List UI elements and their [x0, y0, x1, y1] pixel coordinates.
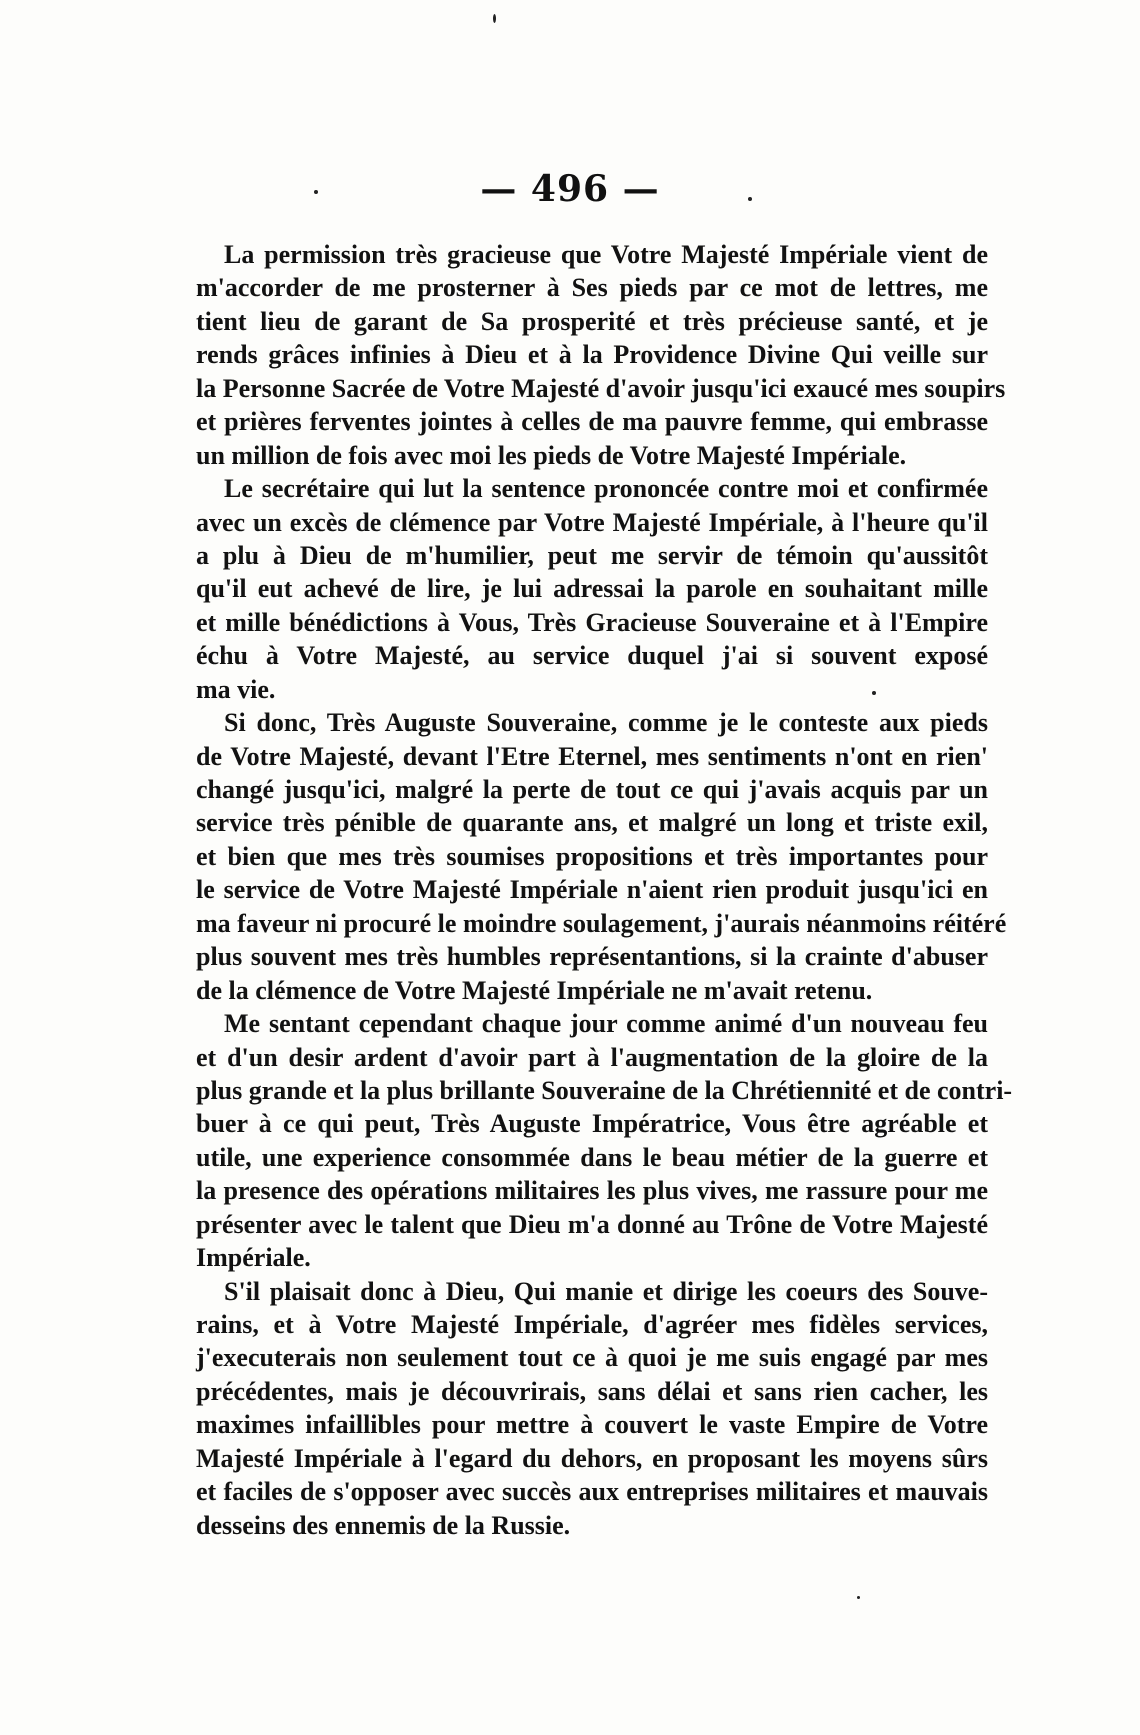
text-line: et prières ferventes jointes à celles de ma pauvre femme, qui embrasse	[196, 407, 988, 437]
text-line: rends grâces infinies à Dieu et à la Providence Divine Qui veille sur	[196, 340, 988, 370]
text-line: desseins des ennemis de la Russie.	[196, 1510, 571, 1540]
text-line: présenter avec le talent que Dieu m'a donné au Trône de Votre Majesté	[196, 1209, 988, 1239]
text-line: j'executerais non seulement tout ce à quoi je me suis engagé par mes	[196, 1343, 988, 1373]
text-line: Majesté Impériale à l'egard du dehors, en proposant les moyens sûrs	[196, 1443, 988, 1473]
text-line: ma faveur ni procuré le moindre soulagement, j'aurais néanmoins réitéré	[196, 908, 1007, 938]
text-line: et faciles de s'opposer avec succès aux entreprises militaires et mauvais	[196, 1477, 988, 1507]
text-line: service très pénible de quarante ans, et malgré un long et triste exil,	[196, 808, 988, 838]
text-line: ma vie.	[196, 674, 276, 704]
print-speck	[314, 190, 318, 194]
text-line: maximes infaillibles pour mettre à couvert le vaste Empire de Votre	[196, 1410, 988, 1440]
print-speck	[748, 197, 752, 201]
text-line: de Votre Majesté, devant l'Etre Eternel, mes sentiments n'ont en rien'	[196, 741, 988, 771]
text-line: plus souvent mes très humbles représentantions, si la crainte d'abuser	[196, 942, 988, 972]
text-line: a plu à Dieu de m'humilier, peut me servir de témoin qu'aussitôt	[196, 540, 988, 570]
text-line: tient lieu de garant de Sa prosperité et très précieuse santé, et je	[196, 306, 988, 336]
text-line: buer à ce qui peut, Très Auguste Impératrice, Vous être agréable et	[196, 1109, 988, 1139]
text-line: et mille bénédictions à Vous, Très Gracieuse Souveraine et à l'Empire	[196, 607, 988, 637]
text-line: de la clémence de Votre Majesté Impériale ne m'avait retenu.	[196, 975, 873, 1005]
text-line: le service de Votre Majesté Impériale n'aient rien produit jusqu'ici en	[196, 875, 988, 905]
text-line: la Personne Sacrée de Votre Majesté d'avoir jusqu'ici exaucé mes soupirs	[196, 373, 1006, 403]
text-line: utile, une experience consommée dans le beau métier de la guerre et	[196, 1142, 988, 1172]
text-line: Me sentant cependant chaque jour comme animé d'un nouveau feu	[224, 1009, 988, 1039]
text-line: un million de fois avec moi les pieds de Votre Majesté Impériale.	[196, 440, 907, 470]
text-line: Impériale.	[196, 1243, 311, 1273]
text-line: la presence des opérations militaires les plus vives, me rassure pour me	[196, 1176, 988, 1206]
print-speck	[857, 1596, 860, 1599]
print-speck	[493, 14, 496, 23]
text-line: changé jusqu'ici, malgré la perte de tout ce qui j'avais acquis par un	[196, 775, 988, 804]
page-number: — 496 —	[480, 168, 660, 210]
body-text	[196, 238, 1013, 1542]
text-line: qu'il eut achevé de lire, je lui adressai la parole en souhaitant mille	[196, 574, 988, 604]
text-line: plus grande et la plus brillante Souveraine de la Chrétiennité et de contri-	[196, 1075, 1013, 1105]
text-line: et d'un desir ardent d'avoir part à l'augmentation de la gloire de la	[196, 1042, 988, 1072]
text-line: échu à Votre Majesté, au service duquel j'ai si souvent exposé	[196, 641, 988, 671]
text-line: avec un excès de clémence par Votre Majesté Impériale, à l'heure qu'il	[196, 507, 988, 537]
print-speck	[872, 691, 876, 695]
text-line: Le secrétaire qui lut la sentence prononcée contre moi et confirmée	[224, 474, 988, 504]
text-line: Si donc, Très Auguste Souveraine, comme je le conteste aux pieds	[224, 708, 988, 738]
text-line: La permission très gracieuse que Votre Majesté Impériale vient de	[224, 240, 988, 269]
text-line: rains, et à Votre Majesté Impériale, d'agréer mes fidèles services,	[196, 1310, 988, 1339]
text-line: et bien que mes très soumises propositions et très importantes pour	[196, 841, 988, 871]
text-line: précédentes, mais je découvrirais, sans délai et sans rien cacher, les	[196, 1376, 988, 1406]
text-line: S'il plaisait donc à Dieu, Qui manie et dirige les coeurs des Souve-	[224, 1276, 988, 1306]
text-line: m'accorder de me prosterner à Ses pieds par ce mot de lettres, me	[196, 273, 988, 303]
